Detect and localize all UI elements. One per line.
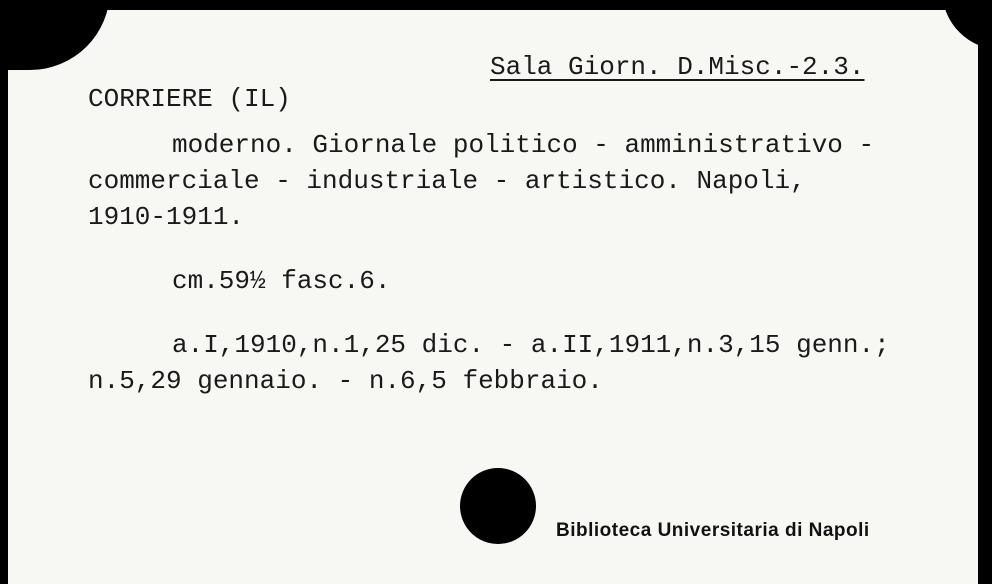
- format-line: cm.59½ fasc.6.: [172, 266, 391, 296]
- library-stamp-text: Biblioteca Universitaria di Napoli: [556, 520, 870, 541]
- library-stamp-seal: [460, 468, 536, 544]
- description-line-3: 1910-1911.: [88, 202, 245, 232]
- scan-shadow-top-left: [0, 0, 110, 70]
- scan-edge-left: [0, 0, 8, 584]
- call-number: Sala Giorn. D.Misc.-2.3.: [490, 52, 865, 82]
- description-line-1: moderno. Giornale politico - amministrativo -: [172, 130, 875, 160]
- scan-edge-right: [978, 0, 992, 584]
- holdings-line-2: n.5,29 gennaio. - n.6,5 febbraio.: [88, 366, 603, 396]
- entry-title: CORRIERE (IL): [88, 84, 291, 114]
- description-line-2: commerciale - industriale - artistico. Napoli,: [88, 166, 806, 196]
- holdings-line-1: a.I,1910,n.1,25 dic. - a.II,1911,n.3,15 genn.;: [172, 330, 890, 360]
- scan-edge-top: [0, 0, 992, 10]
